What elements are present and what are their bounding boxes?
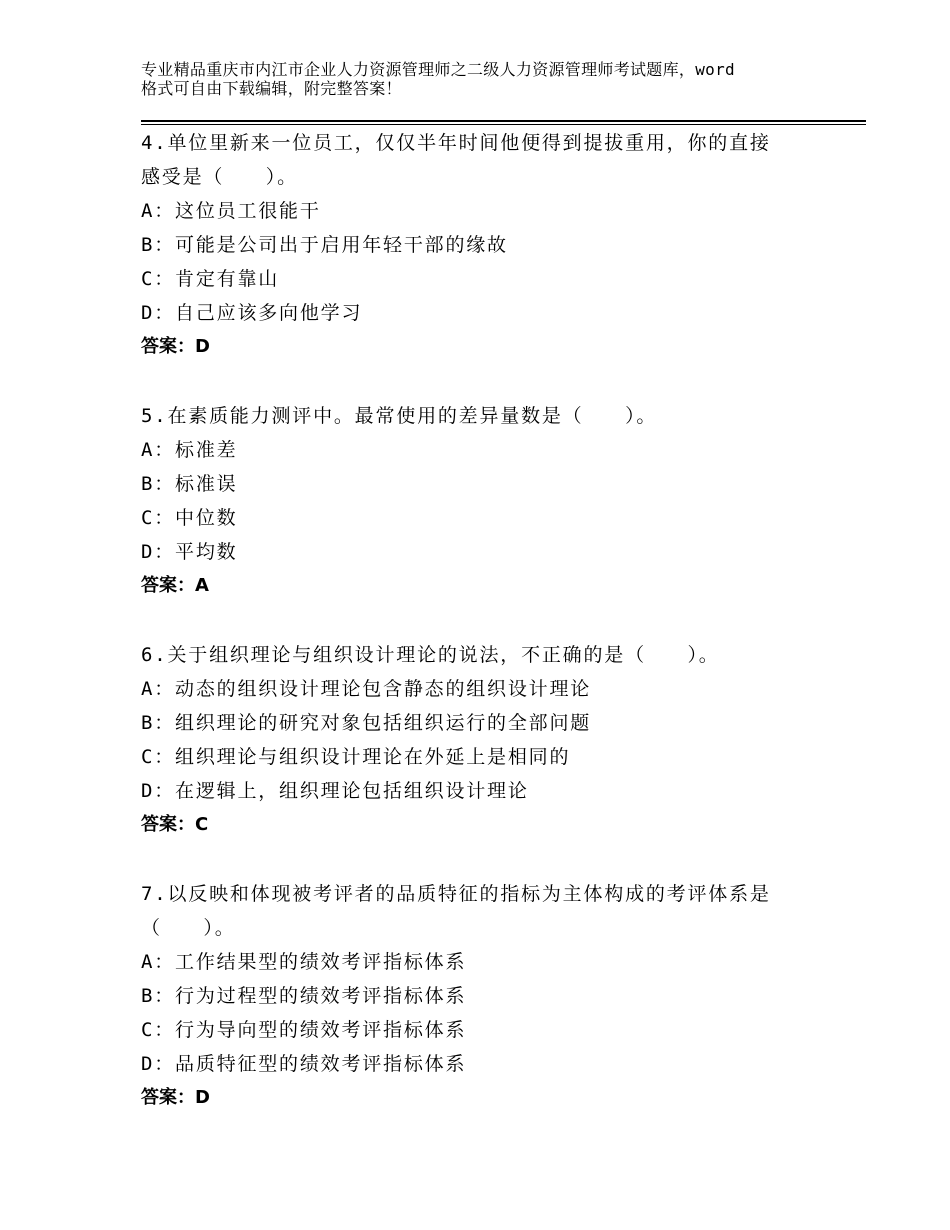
question-6 xyxy=(141,638,841,842)
question-stem-line: 5.在素质能力测评中。最常使用的差异量数是（ ）。 xyxy=(141,405,658,427)
question-4 xyxy=(141,126,841,364)
option-d: D：在逻辑上，组织理论包括组织设计理论 xyxy=(141,780,529,802)
question-stem-line: 感受是（ ）。 xyxy=(141,166,298,188)
option-b: B：可能是公司出于启用年轻干部的缘故 xyxy=(141,234,508,256)
question-stem-line: 6.关于组织理论与组织设计理论的说法，不正确的是（ ）。 xyxy=(141,644,720,666)
question-stem-line: 4.单位里新来一位员工，仅仅半年时间他便得到提拔重用，你的直接 xyxy=(141,132,771,154)
answer-label: 答案：D xyxy=(141,336,210,357)
option-d: D：品质特征型的绩效考评指标体系 xyxy=(141,1053,467,1075)
answer-label: 答案：C xyxy=(141,814,209,835)
option-b: B：行为过程型的绩效考评指标体系 xyxy=(141,985,467,1007)
page-header xyxy=(141,60,831,98)
header-divider-thick xyxy=(141,120,866,122)
option-d: D：自己应该多向他学习 xyxy=(141,302,363,324)
option-c: C：行为导向型的绩效考评指标体系 xyxy=(141,1019,467,1041)
question-stem-line: 7.以反映和体现被考评者的品质特征的指标为主体构成的考评体系是 xyxy=(141,883,771,905)
header-divider-thin xyxy=(141,124,866,125)
option-c: C：组织理论与组织设计理论在外延上是相同的 xyxy=(141,746,571,768)
header-line-2: 格式可自由下载编辑，附完整答案！ xyxy=(141,79,402,98)
question-stem-line: （ ）。 xyxy=(141,917,236,939)
option-a: A：动态的组织设计理论包含静态的组织设计理论 xyxy=(141,678,592,700)
answer-label: 答案：A xyxy=(141,575,209,596)
option-d: D：平均数 xyxy=(141,541,238,563)
option-a: A：这位员工很能干 xyxy=(141,200,321,222)
option-b: B：标准误 xyxy=(141,473,238,495)
header-line-1: 专业精品重庆市内江市企业人力资源管理师之二级人力资源管理师考试题库，word xyxy=(141,60,735,79)
question-7 xyxy=(141,877,841,1115)
option-c: C：肯定有靠山 xyxy=(141,268,280,290)
option-a: A：标准差 xyxy=(141,439,238,461)
answer-label: 答案：D xyxy=(141,1087,210,1108)
option-b: B：组织理论的研究对象包括组织运行的全部问题 xyxy=(141,712,592,734)
option-c: C：中位数 xyxy=(141,507,238,529)
question-5 xyxy=(141,399,841,603)
option-a: A：工作结果型的绩效考评指标体系 xyxy=(141,951,467,973)
